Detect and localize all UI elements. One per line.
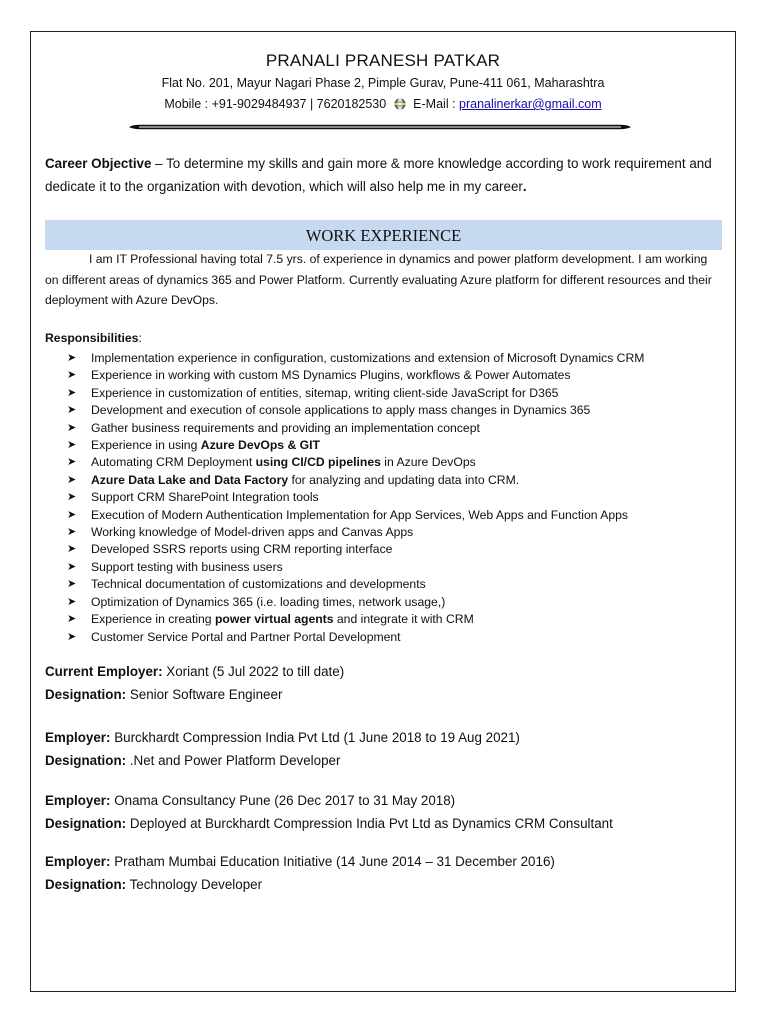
employer-value: Pratham Mumbai Education Initiative (14 June 2014 – 31 December 2016) [110, 854, 555, 869]
responsibility-pre-text: Technical documentation of customizations and developments [91, 577, 426, 592]
responsibility-pre-text: Developed SSRS reports using CRM reporting interface [91, 542, 393, 557]
responsibility-post-text: in Azure DevOps [380, 455, 476, 470]
responsibility-item [67, 507, 644, 524]
experience-summary [45, 249, 715, 311]
responsibility-pre-text: Development and execution of console applications to apply mass changes in Dynamics 365 [91, 403, 591, 418]
responsibility-post-text: for analyzing and updating data into CRM. [288, 472, 520, 487]
responsibility-pre-text: Execution of Modern Authentication Implementation for App Services, Web Apps and Function Apps [91, 507, 629, 522]
responsibility-item [67, 454, 644, 471]
section-title: WORK EXPERIENCE [305, 226, 462, 245]
arrow-bullet-icon: ➤ [67, 386, 77, 399]
designation-value: Technology Developer [126, 876, 263, 892]
arrow-bullet-icon: ➤ [67, 421, 77, 434]
work-experience-header [45, 220, 722, 250]
arrow-bullet-icon: ➤ [67, 560, 77, 573]
employment-entry [45, 727, 520, 772]
responsibility-pre-text: Experience in customization of entities, sitemap, writing client-side JavaScript for D365 [91, 385, 559, 400]
designation-value: Senior Software Engineer [126, 686, 283, 702]
responsibilities-heading [45, 331, 142, 345]
objective-period: . [522, 179, 527, 194]
employment-entry [45, 851, 555, 896]
arrow-bullet-icon: ➤ [67, 369, 77, 382]
responsibility-pre-text: Optimization of Dynamics 365 (i.e. loading times, network usage,) [91, 594, 446, 609]
responsibility-pre-text: Gather business requirements and providing an implementation concept [91, 420, 480, 435]
designation-label: Designation: [45, 686, 127, 702]
employer-label: Employer: [45, 854, 111, 869]
responsibility-bold-text: Azure Data Lake and Data Factory [91, 472, 289, 487]
responsibility-item [67, 472, 644, 489]
header-divider [129, 124, 631, 130]
arrow-bullet-icon: ➤ [67, 578, 77, 591]
responsibility-item [67, 367, 644, 384]
arrow-bullet-icon: ➤ [67, 404, 77, 417]
arrow-bullet-icon: ➤ [67, 595, 77, 608]
responsibility-item [67, 541, 644, 558]
candidate-name: PRANALI PRANESH PATKAR [265, 51, 501, 70]
responsibility-item [67, 524, 644, 541]
email-link[interactable]: pranalinerkar@gmail.com [459, 97, 602, 111]
responsibility-pre-text: Support testing with business users [91, 559, 283, 574]
designation-value: Deployed at Burckhardt Compression India Pvt Ltd as Dynamics CRM Consultant [126, 815, 613, 831]
employer-label: Employer: [45, 730, 111, 745]
summary-text: I am IT Professional having total 7.5 yrs. of experience in dynamics and power platform development. I am working on different areas of dynamics 365 and Power Platform. Currently evaluating Azure platform for different resources and their deployment with Azure DevOps. [45, 252, 712, 307]
employment-entry [45, 790, 613, 835]
career-objective [45, 152, 721, 198]
employer-label: Current Employer: [45, 664, 163, 679]
responsibility-item [67, 576, 644, 593]
responsibility-item [67, 611, 644, 628]
objective-text: To determine my skills and gain more & more knowledge according to work requirement and dedicate it to the organization with devotion, which will also help me in my career [45, 156, 712, 194]
responsibility-pre-text: Experience in working with custom MS Dynamics Plugins, workflows & Power Automates [91, 368, 571, 383]
responsibilities-label: Responsibilities [45, 331, 139, 345]
employer-label: Employer: [45, 793, 111, 808]
arrow-bullet-icon: ➤ [67, 543, 77, 556]
responsibility-pre-text: Experience in using [91, 438, 201, 453]
objective-label: Career Objective [45, 156, 152, 171]
responsibility-bold-text: power virtual agents [214, 612, 334, 627]
responsibilities-colon: : [138, 331, 142, 345]
responsibility-pre-text: Support CRM SharePoint Integration tools [91, 490, 319, 505]
designation-label: Designation: [45, 752, 127, 768]
responsibility-item [67, 559, 644, 576]
address: Flat No. 201, Mayur Nagari Phase 2, Pimple Gurav, Pune-411 061, Maharashtra [161, 76, 605, 90]
designation-label: Designation: [45, 876, 127, 892]
arrow-bullet-icon: ➤ [67, 613, 77, 626]
responsibility-item [67, 385, 644, 402]
responsibility-bold-text: Azure DevOps & GIT [200, 438, 320, 453]
arrow-bullet-icon: ➤ [67, 508, 77, 521]
responsibility-bold-text: using CI/CD pipelines [255, 455, 381, 470]
contact-line [31, 97, 735, 111]
globe-icon [394, 98, 406, 110]
arrow-bullet-icon: ➤ [67, 456, 77, 469]
responsibility-item [67, 629, 644, 646]
responsibility-item [67, 350, 644, 367]
resume-page [30, 31, 736, 992]
employer-value: Onama Consultancy Pune (26 Dec 2017 to 31 May 2018) [110, 793, 456, 808]
responsibility-pre-text: Working knowledge of Model-driven apps and Canvas Apps [91, 525, 414, 540]
designation-label: Designation: [45, 815, 127, 831]
objective-dash: – [151, 156, 167, 171]
email-label: E-Mail : [413, 97, 456, 111]
responsibility-pre-text: Experience in creating [91, 612, 215, 627]
mobile-numbers: Mobile : +91-9029484937 | 7620182530 [164, 97, 387, 111]
arrow-bullet-icon: ➤ [67, 526, 77, 539]
arrow-bullet-icon: ➤ [67, 473, 77, 486]
designation-value: .Net and Power Platform Developer [126, 752, 341, 768]
responsibility-item [67, 402, 644, 419]
arrow-bullet-icon: ➤ [67, 352, 77, 364]
responsibility-item [67, 437, 644, 454]
arrow-bullet-icon: ➤ [67, 439, 77, 452]
responsibility-post-text: and integrate it with CRM [333, 612, 474, 627]
responsibility-pre-text: Automating CRM Deployment [91, 455, 256, 470]
employer-value: Burckhardt Compression India Pvt Ltd (1 June 2018 to 19 Aug 2021) [110, 730, 520, 745]
arrow-bullet-icon: ➤ [67, 491, 77, 504]
responsibility-pre-text: Implementation experience in configuration, customizations and extension of Microsoft Dynamics CRM [91, 351, 645, 365]
responsibility-pre-text: Customer Service Portal and Partner Portal Development [91, 629, 401, 644]
responsibility-item [67, 594, 644, 611]
responsibilities-list [67, 350, 644, 646]
employment-entry [45, 661, 344, 706]
responsibility-item [67, 420, 644, 437]
responsibility-item [67, 489, 644, 506]
employer-value: Xoriant (5 Jul 2022 to till date) [162, 664, 345, 679]
arrow-bullet-icon: ➤ [67, 630, 77, 643]
